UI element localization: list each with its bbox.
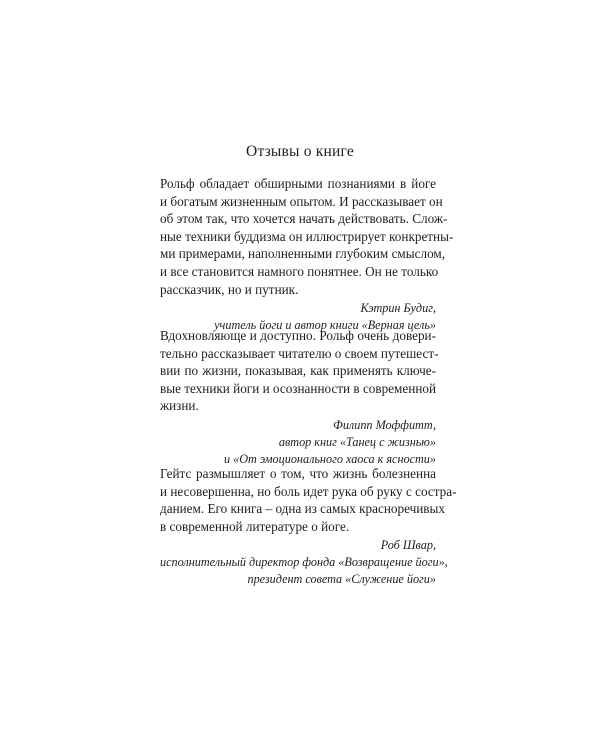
review-author: Филипп Моффитт, — [333, 417, 436, 432]
review-block — [160, 465, 457, 588]
review-text-line: Вдохновляюще и доступно. Рольф очень довери- — [160, 328, 436, 343]
review-text-line: тельно рассказывает читателю о своем путешест- — [160, 345, 439, 361]
review-text-line: рассказчик, но и путник. — [160, 281, 299, 297]
review-text-line: вые техники йоги и осознанности в современной — [160, 380, 437, 396]
review-author-title: учитель йоги и автор книги «Верная цель» — [214, 318, 436, 333]
review-text-line: ми примерами, наполненными глубоким смыслом, — [160, 246, 446, 262]
review-text-line: ные техники буддизма он иллюстрирует конкретны- — [160, 228, 454, 244]
review-author-title: автор книг «Танец с жизнью» — [278, 434, 436, 449]
review-text-line: жизни. — [160, 398, 199, 414]
review-author-title: президент совета «Служение йоги» — [247, 572, 436, 587]
review-text-line: Рольф обладает обширными познаниями в йоге — [160, 176, 436, 191]
review-text-line: и все становится намного понятнее. Он не только — [160, 263, 439, 279]
page-title: Отзывы о книге — [246, 143, 354, 160]
review-author: Роб Швар, — [380, 538, 436, 553]
review-author-title: исполнительный директор фонда «Возвращение йоги», — [160, 555, 448, 570]
review-text-line: данием. Его книга – одна из самых красноречивых — [160, 501, 445, 517]
review-block — [160, 175, 454, 334]
review-text-line: Гейтс размышляет о том, что жизнь болезненна — [160, 466, 436, 481]
review-author: Кэтрин Будиг, — [360, 301, 436, 316]
review-text-line: и богатым жизненным опытом. И рассказывает он — [160, 193, 443, 209]
review-text-line: об этом так, что хочется начать действовать. Слож- — [160, 211, 448, 227]
review-author-title: и «От эмоционального хаоса к ясности» — [223, 451, 436, 466]
review-text-line: и несовершенна, но боль идет рука об руку с состра- — [160, 483, 457, 499]
review-text-line: вии по жизни, показывая, как применять ключе- — [160, 363, 436, 379]
review-text-line: в современной литературе о йоге. — [160, 518, 350, 534]
review-block — [160, 327, 439, 468]
